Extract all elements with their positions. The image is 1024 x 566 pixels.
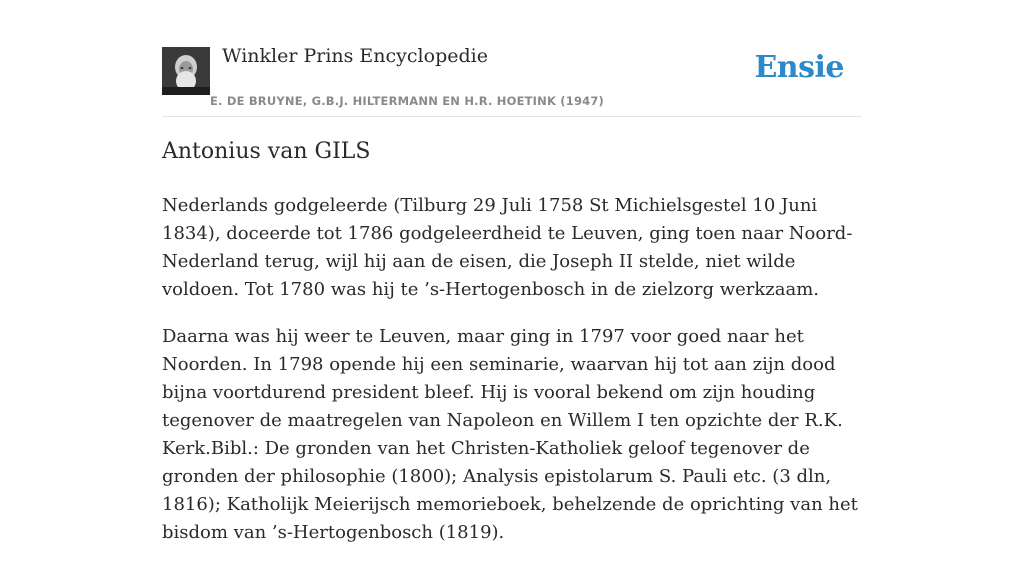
site-header (162, 0, 862, 117)
article-paragraph: Daarna was hij weer te Leuven, maar ging in 1797 voor goed naar het Noorden. In 1798 opende hij een seminarie, waarvan hij tot aan zijn dood bijna voortdurend president bleef. Hij is vooral bekend om zijn houding tegenover de maatregelen van Napoleon en Willem I ten opzichte der R.K. Kerk.Bibl.: De gronden van het Christen-Katholiek geloof tegenover de gronden der philosophie (1800); Analysis epistolarum S. Pauli etc. (3 dln, 1816); Katholijk Meierijsch memorieboek, behelzende de oprichting van het bisdom van ’s-Hertogenbosch (1819). (162, 326, 858, 543)
article-paragraph: Nederlands godgeleerde (Tilburg 29 Juli 1758 St Michielsgestel 10 Juni 1834), doceerde tot 1786 godgeleerdheid te Leuven, ging toen naar Noord-Nederland terug, wijl hij aan de eisen, die Joseph II stelde, niet wilde voldoen. Tot 1780 was hij te ’s-Hertogenbosch in de zielzorg werkzaam. (162, 195, 853, 300)
article-body (162, 192, 862, 566)
portrait-icon (162, 47, 210, 95)
author-avatar[interactable] (162, 47, 210, 95)
page-container (162, 0, 862, 543)
authors-line: E. DE BRUYNE, G.B.J. HILTERMANN EN H.R. HOETINK (1947) (210, 94, 605, 108)
site-name-link[interactable]: Winkler Prins Encyclopedie (222, 45, 488, 67)
article-title: Antonius van GILS (162, 139, 371, 164)
brand-logo[interactable]: Ensie (754, 50, 844, 85)
